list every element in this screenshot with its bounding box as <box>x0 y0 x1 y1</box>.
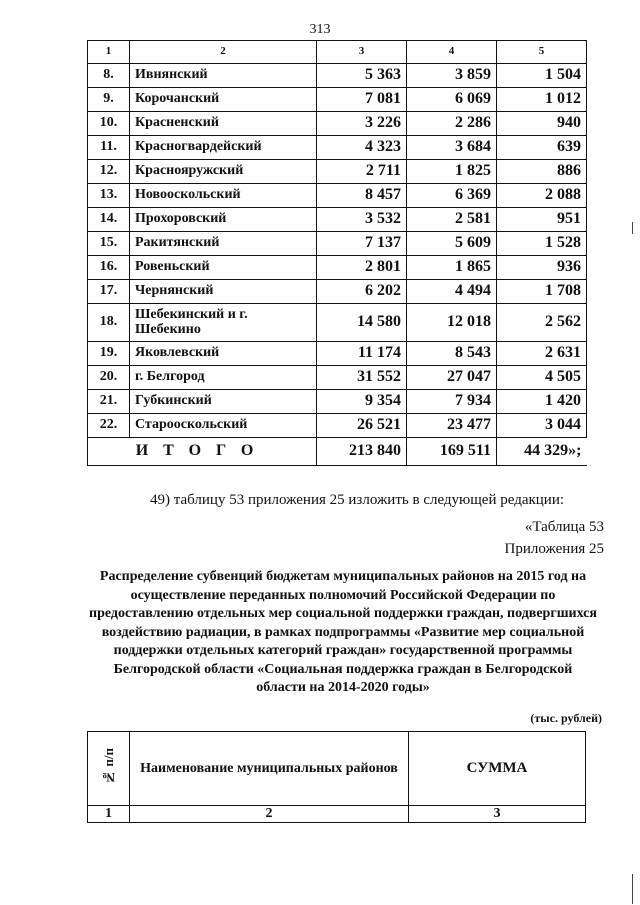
value-col5: 951 <box>497 208 587 232</box>
scan-edge-mark <box>632 222 633 234</box>
value-col3: 7 137 <box>317 232 407 256</box>
value-col3: 3 532 <box>317 208 407 232</box>
district-name: Ракитянский <box>130 232 317 256</box>
table-row <box>88 366 587 390</box>
row-number: 12. <box>88 160 130 184</box>
value-col5: 639 <box>497 136 587 160</box>
row-number: 14. <box>88 208 130 232</box>
district-name: Губкинский <box>130 390 317 414</box>
table-row <box>88 112 587 136</box>
table-row <box>88 208 587 232</box>
appendix-reference: Приложения 25 <box>504 541 604 557</box>
row-number: 18. <box>88 304 130 342</box>
value-col5: 3 044 <box>497 414 587 438</box>
name-column-header: Наименование муниципальных районов <box>130 732 409 806</box>
value-col4: 3 684 <box>407 136 497 160</box>
value-col4: 23 477 <box>407 414 497 438</box>
row-number: 20. <box>88 366 130 390</box>
row-number: 13. <box>88 184 130 208</box>
row-number: 9. <box>88 88 130 112</box>
row-number: 15. <box>88 232 130 256</box>
value-col3: 14 580 <box>317 304 407 342</box>
value-col4: 2 286 <box>407 112 497 136</box>
value-col5: 1 504 <box>497 64 587 88</box>
row-number: 22. <box>88 414 130 438</box>
value-col5: 1 420 <box>497 390 587 414</box>
table-row <box>88 280 587 304</box>
value-col4: 2 581 <box>407 208 497 232</box>
value-col4: 6 069 <box>407 88 497 112</box>
district-name: Новооскольский <box>130 184 317 208</box>
page-number: 313 <box>309 22 331 37</box>
value-col3: 5 363 <box>317 64 407 88</box>
table-row <box>88 88 587 112</box>
unit-label: (тыс. рублей) <box>530 711 602 725</box>
value-col3: 7 081 <box>317 88 407 112</box>
value-col4: 6 369 <box>407 184 497 208</box>
row-number: 16. <box>88 256 130 280</box>
column-number-cell: 3 <box>409 806 586 823</box>
value-col3: 3 226 <box>317 112 407 136</box>
value-col3: 6 202 <box>317 280 407 304</box>
table-row <box>88 304 587 342</box>
row-number: 8. <box>88 64 130 88</box>
district-name: Ивнянский <box>130 64 317 88</box>
value-col3: 4 323 <box>317 136 407 160</box>
value-col3: 26 521 <box>317 414 407 438</box>
row-number: 21. <box>88 390 130 414</box>
districts-table <box>87 40 587 466</box>
column-number-cell: 2 <box>130 806 409 823</box>
value-col4: 27 047 <box>407 366 497 390</box>
number-column-header <box>88 732 130 806</box>
district-name: Краснояружский <box>130 160 317 184</box>
column-number-cell: 3 <box>317 41 407 64</box>
value-col3: 2 801 <box>317 256 407 280</box>
district-name: Яковлевский <box>130 342 317 366</box>
table-heading: Распределение субвенций бюджетам муниципальных районов на 2015 год на осуществление переданных полномочий Российской Федерации по предоставлению отдельных мер социальной поддержки граждан, подвергшихся воздействию радиации, в рамках подпрограммы «Развитие мер социальной поддержки отдельных категорий граждан» государственной программы Белгородской области «Социальная поддержка граждан в Белгородской области на 2014-2020 годы» <box>89 569 597 695</box>
total-col4: 169 511 <box>407 438 497 466</box>
row-number: 19. <box>88 342 130 366</box>
table-row <box>88 136 587 160</box>
value-col4: 3 859 <box>407 64 497 88</box>
table-row <box>88 256 587 280</box>
value-col5: 1 528 <box>497 232 587 256</box>
column-number-cell: 5 <box>497 41 587 64</box>
value-col4: 7 934 <box>407 390 497 414</box>
table-row <box>88 342 587 366</box>
row-number: 10. <box>88 112 130 136</box>
total-col3: 213 840 <box>317 438 407 466</box>
table-reference: «Таблица 53 <box>524 519 604 535</box>
value-col5: 940 <box>497 112 587 136</box>
district-name: Старооскольский <box>130 414 317 438</box>
column-number-cell: 1 <box>88 806 130 823</box>
column-number-cell: 2 <box>130 41 317 64</box>
sum-column-header: СУММА <box>409 732 586 806</box>
district-name: Красногвардейский <box>130 136 317 160</box>
value-col5: 2 088 <box>497 184 587 208</box>
instruction-text: 49) таблицу 53 приложения 25 изложить в следующей редакции: <box>150 492 565 508</box>
district-name: Ровеньский <box>130 256 317 280</box>
new-table-header <box>87 731 586 823</box>
table-row <box>88 232 587 256</box>
value-col5: 4 505 <box>497 366 587 390</box>
column-number-row <box>88 806 586 823</box>
value-col3: 2 711 <box>317 160 407 184</box>
value-col4: 5 609 <box>407 232 497 256</box>
table-header-row <box>88 41 587 64</box>
total-row <box>88 438 587 466</box>
value-col4: 12 018 <box>407 304 497 342</box>
value-col5: 2 562 <box>497 304 587 342</box>
value-col3: 31 552 <box>317 366 407 390</box>
total-label: ИТОГО <box>88 438 317 466</box>
value-col3: 8 457 <box>317 184 407 208</box>
number-column-label: № п/п <box>100 747 116 785</box>
table-row <box>88 414 587 438</box>
scan-edge-mark <box>632 874 633 904</box>
district-name: Корочанский <box>130 88 317 112</box>
district-name: Чернянский <box>130 280 317 304</box>
column-number-cell: 1 <box>88 41 130 64</box>
district-name: Красненский <box>130 112 317 136</box>
value-col5: 1 708 <box>497 280 587 304</box>
value-col4: 8 543 <box>407 342 497 366</box>
value-col3: 9 354 <box>317 390 407 414</box>
table-row <box>88 390 587 414</box>
table-header-row <box>88 732 586 806</box>
district-name: Шебекинский и г. Шебекино <box>130 304 317 342</box>
district-name: Прохоровский <box>130 208 317 232</box>
table-row <box>88 64 587 88</box>
total-col5: 44 329»; <box>497 438 587 466</box>
value-col4: 4 494 <box>407 280 497 304</box>
value-col4: 1 865 <box>407 256 497 280</box>
value-col5: 2 631 <box>497 342 587 366</box>
value-col5: 886 <box>497 160 587 184</box>
table-row <box>88 184 587 208</box>
row-number: 11. <box>88 136 130 160</box>
district-name: г. Белгород <box>130 366 317 390</box>
table-row <box>88 160 587 184</box>
value-col5: 1 012 <box>497 88 587 112</box>
column-number-cell: 4 <box>407 41 497 64</box>
value-col3: 11 174 <box>317 342 407 366</box>
row-number: 17. <box>88 280 130 304</box>
value-col5: 936 <box>497 256 587 280</box>
value-col4: 1 825 <box>407 160 497 184</box>
